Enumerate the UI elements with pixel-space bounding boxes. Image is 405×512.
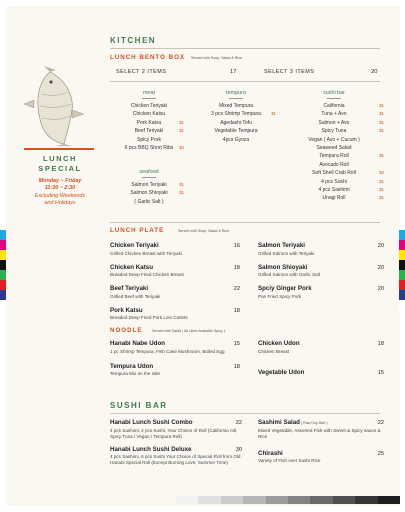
plate-title: LUNCH PLATE bbox=[110, 227, 165, 234]
menu-item bbox=[258, 450, 384, 465]
bento-item-upcharge: $1 bbox=[379, 111, 384, 117]
menu-item-description: 4 pcs Sashimi, 4 pcs Sushi, Your Choice of Roll (California roll, Spicy Tuna / Vegan / Tempura Roll) bbox=[110, 427, 238, 439]
menu-page bbox=[6, 6, 400, 506]
bento-item-name: Soft Shell Crab Roll bbox=[312, 170, 356, 177]
menu-item bbox=[110, 363, 240, 378]
divider bbox=[142, 177, 156, 178]
plate-right-list bbox=[258, 242, 384, 307]
bento-item-upcharge: $1 bbox=[379, 119, 384, 125]
bento-item-upcharge: $1 bbox=[271, 111, 276, 117]
bento-item-name: 3 pcs Shrimp Tempura bbox=[211, 111, 261, 118]
bento-item-upcharge: $1 bbox=[379, 195, 384, 201]
menu-item-header bbox=[110, 340, 240, 347]
noodle-note: Served with Salad ( All Udon Available Spicy ) bbox=[152, 329, 225, 333]
bento-item-name: Salmon Teriyaki bbox=[131, 182, 167, 188]
menu-item-header bbox=[110, 363, 240, 370]
bento-item bbox=[284, 102, 384, 110]
menu-item-name: Hanabi Lunch Sushi Combo bbox=[110, 419, 193, 426]
sushi-bar-title: SUSHI BAR bbox=[110, 401, 168, 410]
menu-item-name: Hanabi Nabe Udon bbox=[110, 340, 166, 347]
menu-item bbox=[110, 285, 240, 300]
noodle-right-list bbox=[258, 340, 384, 390]
menu-item-description: 4 pcs Sashimi, 6 pcs Sushi Your Choice of Special Roll from Old Hanabi Special Roll (Except Burning Love, Summer Time) bbox=[110, 454, 241, 465]
bento-item-upcharge: $2 bbox=[379, 170, 384, 176]
bento-item bbox=[114, 127, 184, 135]
bento-item bbox=[284, 194, 384, 202]
bento-item-upcharge: $1 bbox=[179, 182, 184, 187]
divider bbox=[110, 222, 380, 223]
seafood-head: seafood bbox=[139, 169, 159, 175]
bento-item bbox=[284, 136, 384, 144]
gray-scale-strip bbox=[176, 496, 400, 504]
bento-item-name: Vegan ( Avo + Cucum ) bbox=[308, 136, 360, 143]
plate-note: Served with Soup, Salad & Rice bbox=[178, 229, 229, 233]
meat-column bbox=[114, 90, 184, 152]
bento-item-upcharge: $1 bbox=[179, 190, 184, 196]
bento-item bbox=[196, 127, 276, 135]
menu-item-name: Chicken Udon bbox=[258, 340, 300, 347]
menu-item-price: 18 bbox=[233, 264, 240, 271]
menu-item bbox=[110, 264, 240, 279]
divider bbox=[110, 413, 380, 414]
bento-item bbox=[284, 127, 384, 135]
menu-item bbox=[258, 242, 384, 257]
bento-item bbox=[114, 181, 184, 189]
divider bbox=[110, 48, 380, 49]
bento-item bbox=[114, 198, 184, 206]
bento-item-name: Spicy Pork bbox=[137, 136, 161, 143]
bento-item bbox=[196, 110, 276, 118]
menu-item-price: 22 bbox=[235, 420, 242, 426]
menu-item-header bbox=[110, 285, 240, 292]
sushi-bar-right-list bbox=[258, 419, 384, 474]
menu-item-name: Salmon Teriyaki bbox=[258, 242, 305, 249]
bento-item bbox=[284, 169, 384, 177]
bento-item bbox=[196, 119, 276, 127]
divider bbox=[24, 148, 94, 150]
bento-item-name: Mixed Tempura bbox=[218, 103, 254, 109]
meat-list bbox=[114, 102, 184, 152]
menu-item-description: Grilled Salmon with Garlic Salt bbox=[258, 272, 321, 277]
divider bbox=[327, 98, 341, 99]
menu-item-name: Chirashi bbox=[258, 449, 283, 457]
menu-item-description: Tempura Mix on the side bbox=[110, 371, 161, 376]
color-strip-right bbox=[399, 230, 405, 310]
bento-item-upcharge: $1 bbox=[379, 153, 384, 159]
lunch-exclusion-2: and Holidays bbox=[44, 200, 76, 207]
bento-item bbox=[284, 144, 384, 152]
menu-item-header bbox=[258, 369, 384, 376]
menu-item-description: Mixed Vegetable, Assorted Fish with Sweet & Spicy sauce & Rice bbox=[258, 427, 381, 439]
menu-item-name: Pork Katsu bbox=[110, 306, 143, 314]
menu-item bbox=[258, 264, 384, 279]
menu-item-description: Chicken Breast bbox=[258, 348, 290, 354]
menu-item-header bbox=[110, 242, 240, 249]
menu-item-price: 25 bbox=[377, 450, 384, 457]
menu-item bbox=[110, 419, 242, 440]
lunch-exclusion-1: Excluding Weekends bbox=[34, 192, 86, 199]
menu-item-price: 16 bbox=[233, 243, 240, 249]
menu-item bbox=[110, 340, 240, 355]
bento-item-name: Agedashi Tofu bbox=[220, 119, 252, 126]
menu-item bbox=[110, 446, 242, 467]
meat-head: meat bbox=[143, 90, 155, 96]
bento-item-name: Unagi Roll bbox=[322, 195, 346, 202]
menu-item-name: Vegetable Udon bbox=[258, 368, 305, 376]
menu-item-name: Chicken Katsu bbox=[110, 263, 153, 271]
seafood-column bbox=[114, 169, 184, 206]
bento-item-upcharge: $1 bbox=[179, 119, 184, 125]
menu-item bbox=[258, 340, 384, 355]
bento-item bbox=[114, 102, 184, 110]
menu-item-name: Hanabi Lunch Sushi Deluxe bbox=[110, 445, 192, 453]
menu-item-header bbox=[258, 340, 384, 347]
lunch-special-title-2: SPECIAL bbox=[38, 164, 82, 173]
menu-item-price: 15 bbox=[233, 341, 240, 347]
bento-item bbox=[284, 110, 384, 118]
divider bbox=[142, 98, 156, 99]
sushi-head: sushi bar bbox=[323, 90, 345, 96]
menu-item-description: Variety of Fish over Sushi Rice bbox=[258, 458, 321, 463]
menu-item-name: Beef Teriyaki bbox=[110, 285, 149, 292]
bento-item-upcharge: $1 bbox=[379, 178, 384, 184]
bento-item bbox=[114, 136, 184, 144]
menu-item-description: Pan Fried Spicy Pork bbox=[258, 293, 302, 299]
bento-item-upcharge: $1 bbox=[379, 103, 384, 108]
bento-item-name: Avocado Roll bbox=[319, 161, 349, 168]
bento-item-name: Salmon Shioyaki bbox=[130, 190, 168, 197]
sushi-column bbox=[284, 90, 384, 203]
bento-title: LUNCH BENTO BOX bbox=[110, 54, 186, 61]
menu-item-price: 30 bbox=[235, 446, 242, 453]
menu-item-header bbox=[258, 285, 384, 292]
menu-item-header bbox=[110, 419, 242, 426]
bento-item-name: Vegetable Tempura bbox=[214, 128, 258, 135]
menu-item bbox=[110, 307, 240, 322]
menu-item-description: Breaded Deep Fried Pork Loin Cutlets bbox=[110, 315, 188, 320]
bento-item bbox=[284, 161, 384, 169]
bento-item bbox=[284, 152, 384, 160]
menu-item bbox=[110, 242, 240, 257]
lunch-special-block bbox=[20, 154, 100, 208]
menu-item-price: 20 bbox=[377, 243, 384, 249]
menu-item-description: Grilled Beef with Teriyaki bbox=[110, 293, 161, 299]
seafood-list bbox=[114, 181, 184, 206]
menu-item-name: Chicken Teriyaki bbox=[110, 242, 159, 249]
sushi-bar-left-list bbox=[110, 419, 242, 472]
plate-left-list bbox=[110, 242, 240, 328]
lunch-special-title-1: LUNCH bbox=[42, 154, 78, 163]
menu-item-price: 22 bbox=[233, 286, 240, 292]
bento-item-upcharge: $4 bbox=[179, 145, 184, 151]
bento-item-upcharge: $1 bbox=[379, 187, 384, 193]
menu-item-price: 18 bbox=[377, 341, 384, 347]
bento-item bbox=[196, 102, 276, 110]
bento-item-name: Chicken Teriyaki bbox=[130, 103, 168, 109]
tempura-column bbox=[196, 90, 276, 144]
tempura-list bbox=[196, 102, 276, 144]
bento-item bbox=[196, 136, 276, 144]
menu-item-header bbox=[258, 450, 384, 457]
menu-item-price: 20 bbox=[377, 264, 384, 271]
menu-item-price: 18 bbox=[233, 307, 240, 314]
kitchen-title: KITCHEN bbox=[110, 36, 157, 45]
bento-item bbox=[114, 110, 184, 118]
menu-item-name: Salmon Shioyaki bbox=[258, 263, 308, 271]
bento-item bbox=[114, 189, 184, 197]
menu-item-subtitle: ( Raw Dup Bab ) bbox=[299, 421, 328, 425]
bento-item bbox=[284, 178, 384, 186]
bento-item-name: Chicken Katsu bbox=[132, 111, 166, 118]
select-3-items: SELECT 3 ITEMS bbox=[264, 69, 315, 75]
color-strip-left bbox=[0, 230, 6, 310]
menu-item bbox=[258, 285, 384, 300]
bento-item-upcharge: $1 bbox=[379, 128, 384, 134]
select-2-items: SELECT 2 ITEMS bbox=[116, 69, 167, 75]
menu-item-header bbox=[258, 242, 384, 249]
menu-item-description: Breaded Deep Fried Chicken Breast bbox=[110, 272, 184, 277]
bento-item-name: Tempura Roll bbox=[319, 153, 349, 160]
menu-item-header bbox=[258, 264, 384, 271]
menu-item-description: Grilled Salmon with Teriyaki bbox=[258, 250, 315, 256]
bento-item bbox=[284, 186, 384, 194]
bento-item-name: Pork Katsu bbox=[136, 119, 162, 126]
divider bbox=[229, 98, 243, 99]
menu-item-price: 22 bbox=[377, 420, 384, 426]
bento-item-name: Beef Teriyaki bbox=[134, 128, 164, 135]
menu-item-description: 1 pc Shrimp Tempura, Fish Cake Mushroom, Boiled Egg bbox=[110, 348, 225, 354]
divider bbox=[110, 81, 380, 82]
menu-item-name: Sashimi Salad ( Raw Dup Bab ) bbox=[258, 419, 328, 426]
bento-item-name: Seaweed Salad bbox=[316, 145, 352, 152]
select-3-price: 20 bbox=[371, 69, 378, 75]
tempura-head: tempura bbox=[226, 90, 246, 96]
bento-item-name: 4pcs Gyoza bbox=[222, 136, 250, 143]
bento-item-name: Spicy Tuna bbox=[321, 128, 347, 135]
lunch-hours: 11:30 ~ 2:30 bbox=[44, 185, 76, 192]
bento-item-upcharge: $1 bbox=[179, 128, 184, 134]
menu-item-header bbox=[110, 307, 240, 314]
noodle-title: NOODLE bbox=[110, 327, 143, 334]
fish-illustration bbox=[20, 66, 90, 146]
bento-item-name: Salmon + Avo bbox=[318, 119, 350, 126]
menu-item-name: Tempura Udon bbox=[110, 362, 154, 370]
bento-item bbox=[284, 119, 384, 127]
select-2-price: 17 bbox=[230, 69, 237, 75]
menu-item-header bbox=[110, 446, 242, 453]
sushi-list bbox=[284, 102, 384, 203]
lunch-days: Monday ~ Friday bbox=[38, 178, 82, 184]
bento-note: Served with Soup, Salad & Rice bbox=[191, 56, 242, 60]
bento-item-name: Tuna + Avo bbox=[321, 111, 347, 118]
menu-item-name: Spciy Ginger Pork bbox=[258, 285, 312, 292]
menu-item bbox=[258, 369, 384, 376]
bento-item bbox=[114, 119, 184, 127]
bento-item-name: 4 pcs Sushi bbox=[321, 178, 347, 185]
bento-item-name: ( Garlic Salt ) bbox=[134, 198, 164, 205]
bento-item-name: 4 pcs Sashimi bbox=[318, 187, 350, 194]
bento-item-name: California bbox=[323, 103, 345, 109]
menu-item bbox=[258, 419, 384, 440]
bento-item-name: 6 pcs BBQ Short Ribs bbox=[124, 145, 174, 152]
menu-item-price: 20 bbox=[377, 286, 384, 292]
bento-item bbox=[114, 144, 184, 152]
menu-item-description: Grilled Chicken Breast with Teriyaki bbox=[110, 250, 182, 256]
menu-item-price: 15 bbox=[377, 369, 384, 376]
menu-item-header bbox=[258, 419, 384, 426]
menu-item-header bbox=[110, 264, 240, 271]
noodle-left-list bbox=[110, 340, 240, 385]
menu-item-price: 18 bbox=[233, 363, 240, 370]
